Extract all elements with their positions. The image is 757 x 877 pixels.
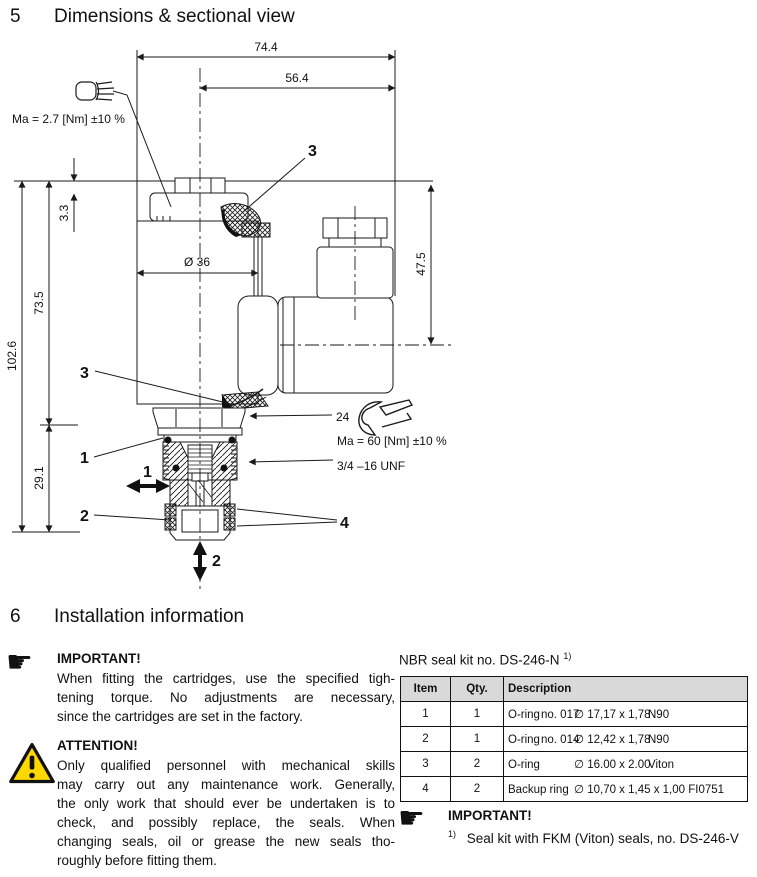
important-note-title: IMPORTANT! xyxy=(57,651,141,666)
cell-qty: 1 xyxy=(451,702,504,727)
seal-size: ∅ 12,42 x 1,78 xyxy=(574,734,651,746)
seal-name: O-ring xyxy=(508,759,540,771)
attention-note-line: check, and possibly replace, the seals. When xyxy=(57,815,395,830)
cell-description xyxy=(504,752,748,777)
cell-item: 4 xyxy=(401,777,451,802)
item-label-4: 4 xyxy=(340,515,349,532)
cell-qty: 2 xyxy=(451,777,504,802)
cell-item: 2 xyxy=(401,727,451,752)
item-label-seal-top: 3 xyxy=(308,143,317,160)
section-5-number: 5 xyxy=(10,6,21,27)
dim-height-total: 102.6 xyxy=(5,340,19,372)
dim-width-total: 74.4 xyxy=(254,40,278,54)
wrench-size-label: 24 xyxy=(336,410,350,424)
cell-description xyxy=(504,777,748,802)
seal-no: no. 014 xyxy=(541,734,580,746)
table-row xyxy=(401,702,748,727)
pointing-hand-icon: ☛ xyxy=(6,645,33,680)
cell-description xyxy=(504,727,748,752)
cell-item: 1 xyxy=(401,702,451,727)
port-1-flow-arrow xyxy=(126,479,170,493)
dim-width-connector: 56.4 xyxy=(285,71,309,85)
footnote-body xyxy=(448,829,739,846)
dim-height-cartridge: 29.1 xyxy=(32,466,46,490)
seal-kit-table xyxy=(400,676,748,802)
attention-note-line: the only work that should ever be undertaken is to xyxy=(57,796,395,811)
dim-height-body: 73.5 xyxy=(32,291,46,315)
col-description: Description xyxy=(504,677,748,702)
sectional-drawing xyxy=(0,40,460,600)
seal-size: ∅ 17,17 x 1,78 xyxy=(574,709,651,721)
seal-kit-caption-footnote: 1) xyxy=(563,651,572,661)
seal-no: no. 017 xyxy=(541,709,580,721)
nut-torque-note: Ma = 60 [Nm] ±10 % xyxy=(337,434,447,448)
section-6-title: Installation information xyxy=(54,606,245,627)
cell-qty: 2 xyxy=(451,752,504,777)
seal-kit-caption xyxy=(399,651,571,668)
important-note-line: since the cartridges are set in the factory. xyxy=(57,709,303,724)
seal-size: ∅ 16.00 x 2.00 xyxy=(574,759,651,771)
section-5-title: Dimensions & sectional view xyxy=(54,6,295,27)
item-label-2: 2 xyxy=(80,508,89,525)
attention-note-line: Only qualified personnel with mechanical skills xyxy=(57,758,395,773)
item-label-seal-mid: 3 xyxy=(80,365,89,382)
section-6-heading xyxy=(10,606,244,628)
table-row xyxy=(401,727,748,752)
seal-material: N90 xyxy=(648,734,670,746)
dim-step: 3.3 xyxy=(57,204,71,222)
seal-material: Viton xyxy=(648,759,675,771)
attention-note-line: changing seals, oil or grease the new seals tho- xyxy=(57,834,395,849)
table-row xyxy=(401,752,748,777)
attention-note-line: may carry out any maintenance work. Generally, xyxy=(57,777,395,792)
port-2-flow-arrow xyxy=(193,541,207,581)
cell-qty: 1 xyxy=(451,727,504,752)
footnote-text: Seal kit with FKM (Viton) seals, no. DS-246-V xyxy=(466,830,739,846)
seal-size: ∅ 10,70 x 1,45 x 1,00 FI0751 xyxy=(574,784,725,796)
important-note-line: When fitting the cartridges, use the specified tigh- xyxy=(57,671,395,686)
important-note-line: tening torque. No adjustments are necessary, xyxy=(57,690,395,705)
seal-material: N90 xyxy=(648,709,670,721)
section-5-heading xyxy=(10,6,295,28)
attention-note xyxy=(57,736,395,870)
coil-torque-note: Ma = 2.7 [Nm] ±10 % xyxy=(12,112,125,126)
dim-coil-diameter: Ø 36 xyxy=(183,255,211,269)
col-qty: Qty. xyxy=(451,677,504,702)
seal-name: Backup ring xyxy=(508,784,569,796)
seal-name: O-ring xyxy=(508,709,540,721)
section-6-number: 6 xyxy=(10,606,21,627)
item-label-1: 1 xyxy=(80,450,89,467)
col-item: Item xyxy=(401,677,451,702)
port-1-label: 1 xyxy=(143,464,152,481)
table-row xyxy=(401,777,748,802)
attention-note-title: ATTENTION! xyxy=(57,738,138,753)
port-2-label: 2 xyxy=(212,553,221,570)
cell-description xyxy=(504,702,748,727)
hand-tighten-icon xyxy=(76,82,114,100)
valve-geometry xyxy=(14,178,433,540)
wrench-icon xyxy=(359,400,412,435)
dim-connector-height: 47.5 xyxy=(414,252,428,276)
pointing-hand-icon: ☛ xyxy=(398,801,425,836)
attention-note-line: roughly before fitting them. xyxy=(57,853,217,868)
important-note xyxy=(57,649,395,726)
warning-triangle-icon xyxy=(8,740,56,787)
footnote-title: IMPORTANT! xyxy=(448,808,532,823)
seal-name: O-ring xyxy=(508,734,540,746)
seal-kit-caption-text: NBR seal kit no. DS-246-N xyxy=(399,652,560,668)
footnote-marker: 1) xyxy=(448,829,457,839)
seal-kit-footnote xyxy=(448,808,739,846)
cell-item: 3 xyxy=(401,752,451,777)
thread-spec-label: 3/4 –16 UNF xyxy=(337,459,406,473)
table-header-row xyxy=(401,677,748,702)
